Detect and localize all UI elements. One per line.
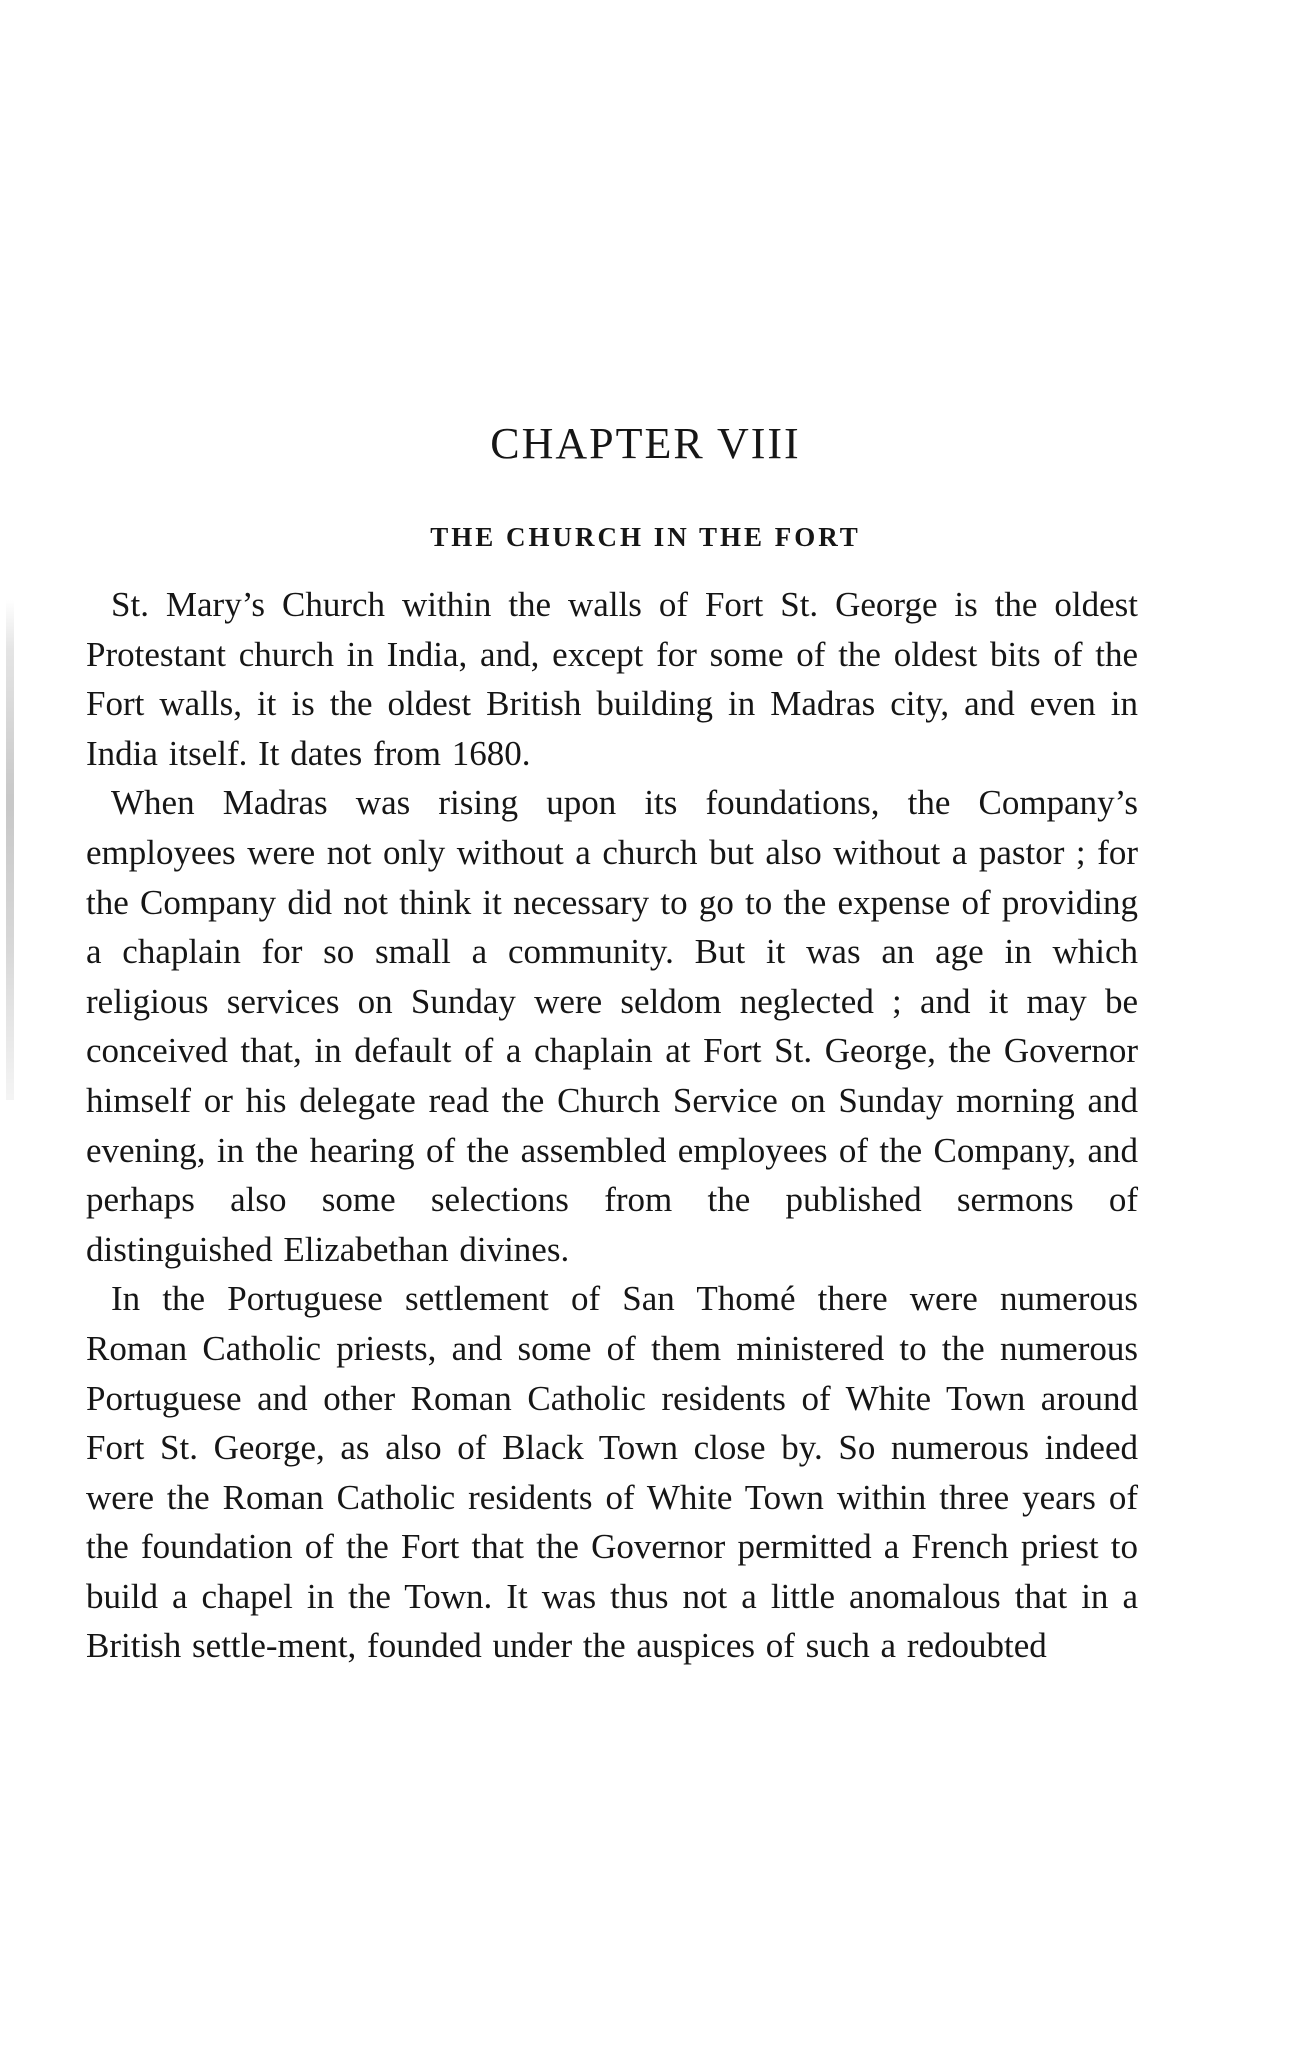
section-heading: THE CHURCH IN THE FORT <box>430 522 861 552</box>
scan-binding-edge <box>6 600 14 1100</box>
body-text <box>86 580 1138 1671</box>
paragraph-1: St. Mary’s Church within the walls of Fort St. George is the oldest Protestant church in India, and, except for some of the oldest bits of the Fort walls, it is the oldest British building in Madras city, and even in India itself. It dates from 1680. <box>86 585 1138 773</box>
paragraph-3: In the Portuguese settlement of San Thomé there were numerous Roman Catholic priests, and some of them ministered to the numerous Portuguese and other Roman Catholic residents of White Town around Fort St. George, as also of Black Town close by. So numerous indeed were the Roman Catholic residents of White Town within three years of the foundation of the Fort that the Governor permitted a French priest to build a chapel in the Town. It was thus not a little anomalous that in a British settle-ment, founded under the auspices of such a redoubted <box>86 1279 1138 1666</box>
paragraph-2: When Madras was rising upon its foundations, the Company’s employees were not only without a church but also without a pastor ; for the Company did not think it necessary to go to the expense of providing a chaplain for so small a community. But it was an age in which religious services on Sunday were seldom neglected ; and it may be conceived that, in default of a chaplain at Fort St. George, the Governor himself or his delegate read the Church Service on Sunday morning and evening, in the hearing of the assembled employees of the Company, and perhaps also some selections from the published sermons of distinguished Elizabethan divines. <box>86 783 1138 1269</box>
chapter-title: CHAPTER VIII <box>490 419 801 468</box>
